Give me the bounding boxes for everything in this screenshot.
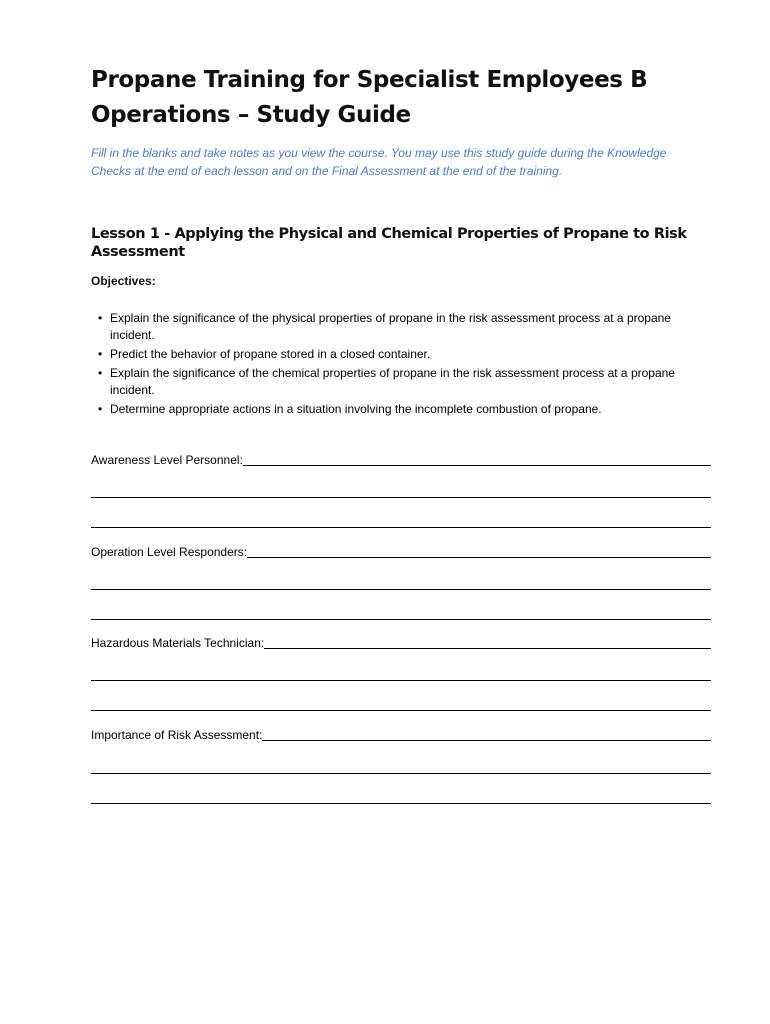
document-title <box>91 63 691 133</box>
lesson-title <box>91 225 711 261</box>
objective-item <box>98 365 718 399</box>
objective-text: Determine appropriate actions in a situation involving the incomplete combustion of propane. <box>110 402 602 416</box>
hazmat-technician-field[interactable] <box>91 635 711 651</box>
field-label: Hazardous Materials Technician: <box>91 636 265 650</box>
intro-line-2: Checks at the end of each lesson and on the Final Assessment at the end of the training. <box>91 164 563 178</box>
answer-line[interactable] <box>91 803 711 804</box>
operation-level-field[interactable] <box>91 544 711 560</box>
intro-line-1: Fill in the blanks and take notes as you view the course. You may use this study guide during the Knowledge <box>91 146 667 160</box>
bullet-icon: • <box>98 366 103 380</box>
objective-text: Predict the behavior of propane stored in a closed container. <box>110 347 431 361</box>
objective-item <box>98 401 718 418</box>
lesson-title-line-2: Assessment <box>91 244 185 260</box>
objectives-list <box>98 310 718 420</box>
answer-line[interactable] <box>91 497 711 498</box>
intro-instructions <box>91 144 731 180</box>
bullet-icon: • <box>98 311 103 325</box>
objective-item <box>98 310 718 344</box>
answer-blank[interactable] <box>247 545 711 558</box>
title-line-2: Operations – Study Guide <box>91 102 411 128</box>
field-label: Operation Level Responders: <box>91 545 248 559</box>
answer-blank[interactable] <box>264 636 711 649</box>
field-label: Awareness Level Personnel: <box>91 453 243 467</box>
answer-line[interactable] <box>91 619 711 620</box>
awareness-level-field[interactable] <box>91 452 711 468</box>
field-label: Importance of Risk Assessment: <box>91 728 263 742</box>
answer-line[interactable] <box>91 527 711 528</box>
objectives-label: Objectives: <box>91 274 156 288</box>
objective-item <box>98 346 718 363</box>
answer-line[interactable] <box>91 589 711 590</box>
risk-assessment-field[interactable] <box>91 727 711 743</box>
answer-line[interactable] <box>91 680 711 681</box>
bullet-icon: • <box>98 402 103 416</box>
answer-blank[interactable] <box>243 453 711 466</box>
objective-text: Explain the significance of the physical properties of propane in the risk assessment process at a propane incident. <box>110 311 671 342</box>
objective-text: Explain the significance of the chemical properties of propane in the risk assessment process at a propane incident. <box>110 366 675 397</box>
answer-line[interactable] <box>91 710 711 711</box>
answer-blank[interactable] <box>262 728 711 741</box>
bullet-icon: • <box>98 347 103 361</box>
title-line-1: Propane Training for Specialist Employees B <box>91 67 648 93</box>
answer-line[interactable] <box>91 773 711 774</box>
lesson-title-line-1: Lesson 1 - Applying the Physical and Chemical Properties of Propane to Risk <box>91 226 687 242</box>
